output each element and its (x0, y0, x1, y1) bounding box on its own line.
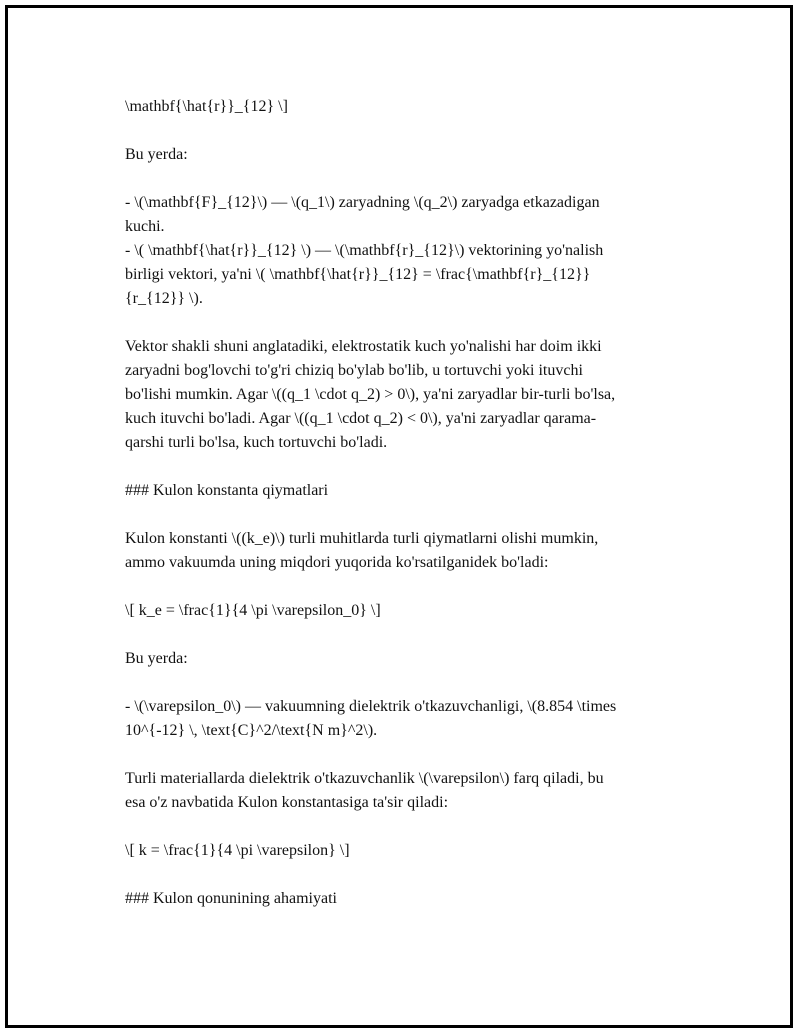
text-line: - \(\varepsilon_0\) — vakuumning dielektrik o'tkazuvchanligi, \(8.854 \times (125, 698, 617, 715)
text-line: birligi vektori, ya'ni \( \mathbf{\hat{r}}_{12} = \frac{\mathbf{r}_{12}} (125, 266, 591, 283)
text-line: bo'lishi mumkin. Agar \((q_1 \cdot q_2) > 0\), ya'ni zaryadlar bir-turli bo'lsa, (125, 386, 616, 403)
paragraph (125, 95, 705, 119)
text-line: Turli materiallarda dielektrik o'tkazuvchanlik \(\varepsilon\) farq qiladi, bu (125, 770, 604, 787)
text-line: Bu yerda: (125, 650, 188, 667)
paragraph (125, 191, 705, 311)
paragraph (125, 335, 705, 455)
paragraph (125, 599, 705, 623)
text-line: ### Kulon konstanta qiymatlari (125, 482, 329, 499)
document-body (125, 95, 705, 935)
text-line: kuch ituvchi bo'ladi. Agar \((q_1 \cdot q_2) < 0\), ya'ni zaryadlar qarama- (125, 410, 597, 427)
paragraph (125, 695, 705, 743)
text-line: - \( \mathbf{\hat{r}}_{12} \) — \(\mathbf{r}_{12}\) vektorining yo'nalish (125, 242, 604, 259)
paragraph (125, 839, 705, 863)
paragraph (125, 527, 705, 575)
paragraph (125, 479, 705, 503)
text-line: Vektor shakli shuni anglatadiki, elektrostatik kuch yo'nalishi har doim ikki (125, 338, 602, 355)
text-line: kuchi. (125, 218, 165, 235)
text-line: - \(\mathbf{F}_{12}\) — \(q_1\) zaryadning \(q_2\) zaryadga etkazadigan (125, 194, 600, 211)
text-line: Kulon konstanti \((k_e)\) turli muhitlarda turli qiymatlarni olishi mumkin, (125, 530, 599, 547)
text-line: esa o'z navbatida Kulon konstantasiga ta'sir qiladi: (125, 794, 449, 811)
text-line: ### Kulon qonunining ahamiyati (125, 890, 337, 907)
text-line: qarshi turli bo'lsa, kuch tortuvchi bo'ladi. (125, 434, 388, 451)
paragraph (125, 767, 705, 815)
text-line: {r_{12}} \). (125, 290, 203, 307)
paragraph (125, 143, 705, 167)
page-frame (5, 5, 793, 1028)
text-line: zaryadni bog'lovchi to'g'ri chiziq bo'ylab bo'lib, u tortuvchi yoki ituvchi (125, 362, 583, 379)
text-line: \[ k_e = \frac{1}{4 \pi \varepsilon_0} \] (125, 602, 381, 619)
paragraph (125, 887, 705, 911)
text-line: 10^{-12} \, \text{C}^2/\text{N m}^2\). (125, 722, 378, 739)
text-line: \mathbf{\hat{r}}_{12} \] (125, 98, 288, 115)
text-line: \[ k = \frac{1}{4 \pi \varepsilon} \] (125, 842, 350, 859)
text-line: ammo vakuumda uning miqdori yuqorida ko'rsatilganidek bo'ladi: (125, 554, 549, 571)
paragraph (125, 647, 705, 671)
text-line: Bu yerda: (125, 146, 188, 163)
